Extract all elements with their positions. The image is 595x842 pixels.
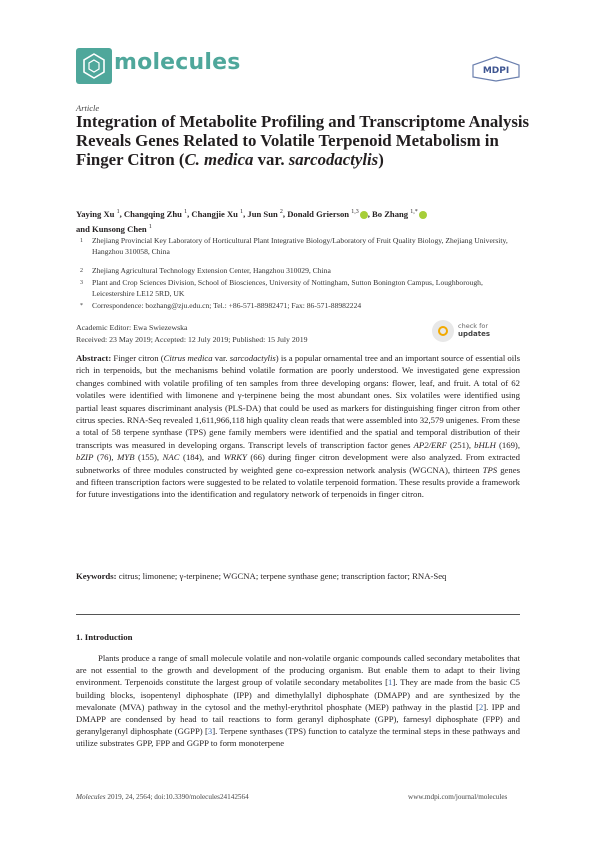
- author-name[interactable]: Changjie Xu: [191, 208, 238, 219]
- check-updates-icon: [432, 320, 454, 342]
- check-for-updates-button[interactable]: check for updates: [432, 320, 512, 342]
- author-name[interactable]: and Kunsong Chen: [76, 224, 147, 235]
- academic-editor: Academic Editor: Ewa Swiezewska: [76, 323, 188, 332]
- publication-dates: [76, 322, 406, 346]
- keywords-label: Keywords:: [76, 571, 117, 581]
- svg-text:MDPI: MDPI: [482, 66, 510, 76]
- reference-link[interactable]: 2: [478, 701, 484, 712]
- author-name[interactable]: Yaying Xu: [76, 208, 115, 219]
- footer-citation: Molecules 2019, 24, 2564; doi:10.3390/molecules24142564: [76, 793, 249, 801]
- author-name[interactable]: Jun Sun: [247, 208, 278, 219]
- keywords: Keywords: citrus; limonene; γ-terpinene; WGCNA; terpene synthase gene; transcription factor; RNA-Seq: [76, 571, 447, 581]
- journal-name: molecules: [114, 50, 241, 75]
- introduction-paragraph: Plants produce a range of small molecule volatile and non-volatile organic compounds called secondary metabolites that are not essential to the growth and development of the producing organism. But enable them to adapt to their living environment. Terpenoids constitute the largest group of volatile secondary metabolites [1]. They are made from the basic C5 building blocks, isopentenyl diphosphate (IPP) and dimethylallyl diphosphate (DMAPP) and are synthesized by the mevalonate (MVA) pathway in the cytosol and the methyl-erythritol phosphate (MEP) pathway in the plastid [2]. IPP and DMAPP are condensed by head to tail reactions to form geranyl diphosphate (GPP), farnesyl diphosphate (FPP) and geranylgeranyl diphosphate (GGPP) [3]. Terpene synthases (TPS) function to catalyze the terminal steps in these pathways and utilize substrates GPP, FPP and GGPP to form monoterpene: [76, 653, 520, 749]
- orcid-icon[interactable]: [419, 211, 427, 219]
- mdpi-logo-icon: [470, 56, 522, 82]
- abstract-label: Abstract:: [76, 353, 112, 363]
- section-heading: 1. Introduction: [76, 632, 133, 642]
- author-name[interactable]: Donald Grierson: [287, 208, 350, 219]
- footer-journal-url[interactable]: www.mdpi.com/journal/molecules: [408, 793, 508, 801]
- article-type: Article: [76, 103, 100, 113]
- author-name[interactable]: Changqing Zhu: [123, 208, 182, 219]
- article-title: Integration of Metabolite Profiling and Transcriptome Analysis Reveals Genes Related to Volatile Terpenoid Metabolism in Finger Citron (C. medica var. sarcodactylis): [76, 112, 530, 170]
- reference-link[interactable]: 3: [207, 726, 213, 737]
- author-list: Yaying Xu $^1$, Changqing Zhu $^1$, Changjie Xu $^1$, Jun Sun $^2$, Donald Grierson $^{1,3}$ , Bo Zhang $^{1,*}$ and Kunsong Chen $^1$: [76, 206, 546, 237]
- history-dates: Received: 23 May 2019; Accepted: 12 July 2019; Published: 15 July 2019: [76, 335, 308, 344]
- abstract: Abstract: Finger citron (Citrus medica var. sarcodactylis) is a popular ornamental tree and an important source of essential oils rich in terpenoids, but the mechanisms behind volatile formation are poorly understood. We investigated gene expression changes combined with volatile profiling of ten samples from three developing organs: flower, leaf, and fruit. A total of 62 volatiles were identified with limonene and γ-terpinene being the most abundant ones. Six volatiles were identified using partial least squares discriminant analysis (PLS-DA) that could be used as markers for distinguishing finger citron from other citrus species. RNA-Seq revealed 1,611,966,118 high quality clean reads that were assembled into 32,579 unigenes. From these a total of 58 terpene synthase (TPS) gene family members were identified and the spatial and temporal distribution of their transcripts was measured in developing organs. Transcript levels of transcription factor genes AP2/ERF (251), bHLH (169), bZIP (76), MYB (155), NAC (184), and WRKY (66) during finger citron development were also analyzed. From extracted subnetworks of three modules constructed by weighted gene co-expression network analysis (WGCNA), thirteen TPS genes and fifteen transcription factors were suggested to be related to volatile terpenoid formation. These results provide a framework for future investigations into the identification and regulatory network of terpenoids in finger citron.: [76, 353, 520, 500]
- reference-link[interactable]: 1: [388, 677, 393, 688]
- journal-logo-icon: [76, 48, 112, 84]
- orcid-icon[interactable]: [360, 211, 368, 219]
- author-name[interactable]: Bo Zhang: [372, 208, 409, 219]
- section-divider: [76, 614, 520, 615]
